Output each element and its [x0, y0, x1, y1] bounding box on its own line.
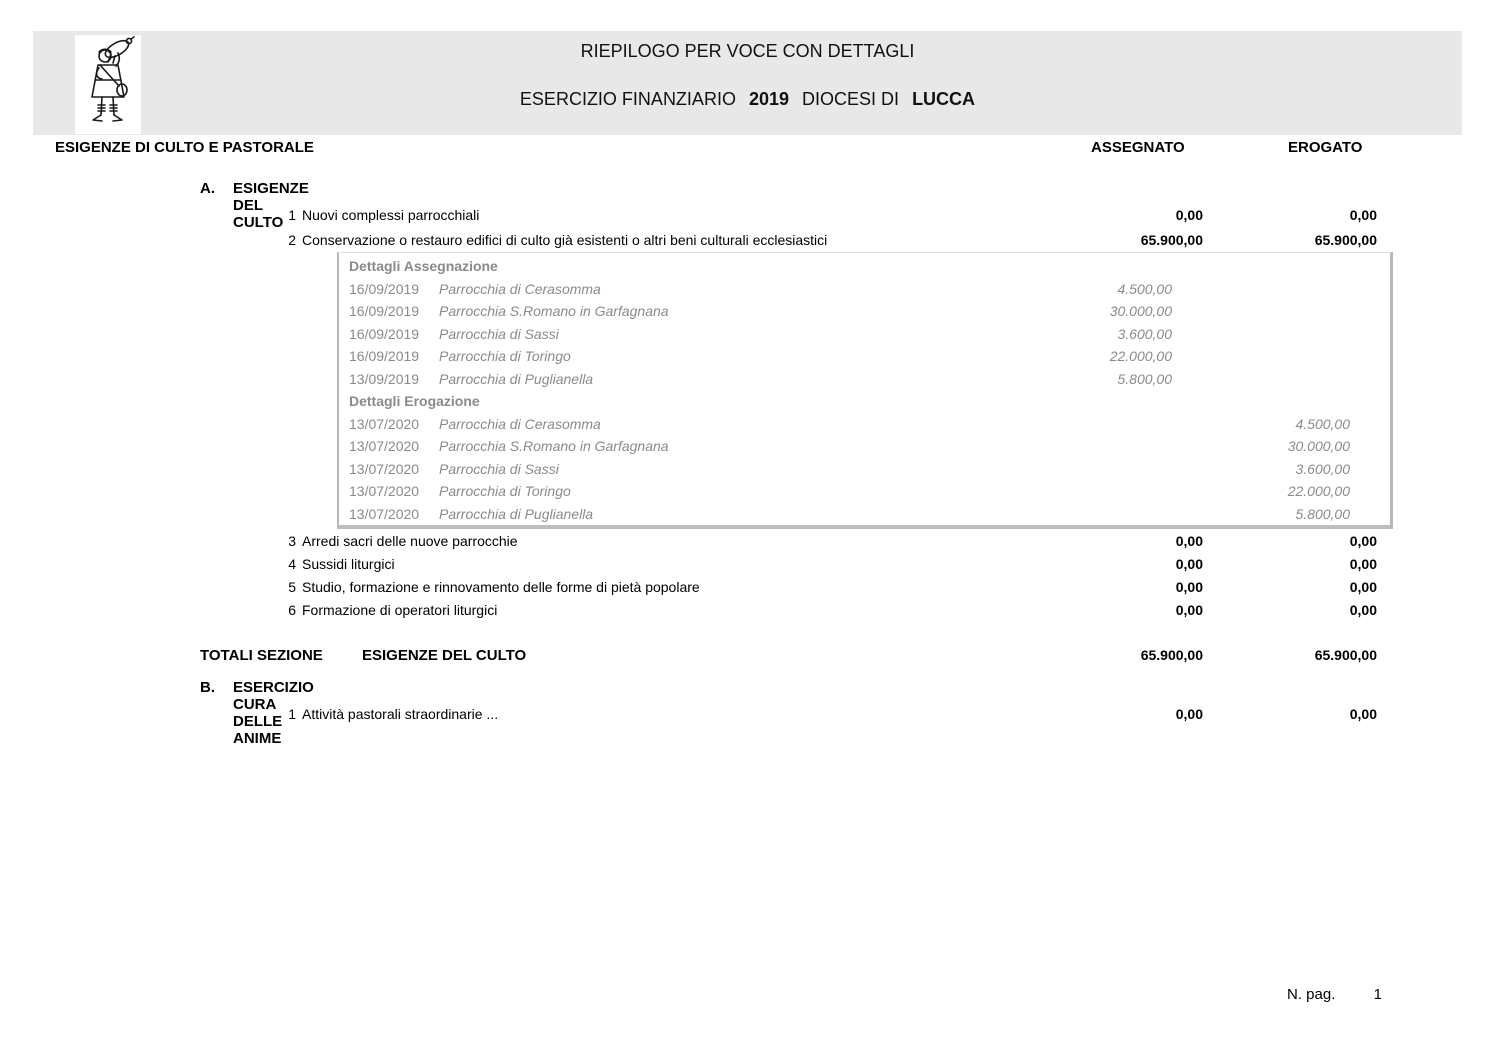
column-header-row	[0, 139, 1495, 157]
item-number: 6	[288, 602, 296, 618]
detail-parish: Parrocchia S.Romano in Garfagnana	[439, 438, 669, 454]
item-label: Formazione di operatori liturgici	[302, 602, 498, 618]
detail-date: 13/09/2019	[349, 370, 420, 387]
detail-erogato-amount: 30.000,00	[1287, 438, 1350, 454]
column-header-assegnato: ASSEGNATO	[1091, 139, 1185, 156]
detail-erogato-amount: 22.000,00	[1287, 483, 1350, 499]
item-erogato-value: 65.900,00	[1314, 232, 1377, 248]
detail-erogato-amount: 4.500,00	[1295, 415, 1350, 432]
detail-parish: Parrocchia di Sassi	[439, 460, 559, 477]
detail-parish: Parrocchia di Cerasomma	[439, 280, 601, 297]
detail-row	[349, 278, 1390, 301]
detail-assegnato-amount: 30.000,00	[1109, 303, 1172, 319]
item-row	[0, 602, 1495, 620]
detail-date: 13/07/2020	[349, 460, 420, 477]
totals-assegnato-value: 65.900,00	[1140, 647, 1203, 663]
diocese-name: LUCCA	[912, 89, 976, 109]
detail-row	[349, 503, 1390, 526]
item-number: 5	[288, 579, 296, 595]
detail-row	[349, 345, 1390, 368]
section-title: ESIGENZE DEL CULTO	[233, 180, 309, 231]
detail-row	[349, 435, 1390, 458]
item-label: Sussidi liturgici	[302, 556, 395, 572]
page-number-label: N. pag.	[1287, 986, 1336, 1003]
item-assegnato-value: 65.900,00	[1140, 232, 1203, 248]
detail-parish: Parrocchia di Puglianella	[439, 370, 594, 387]
item-assegnato-value: 0,00	[1175, 706, 1203, 722]
detail-date: 13/07/2020	[349, 438, 420, 454]
detail-row	[349, 458, 1390, 481]
item-erogato-value: 0,00	[1349, 706, 1377, 722]
detail-assegnato-amount: 3.600,00	[1117, 325, 1172, 342]
detail-assegnato-amount: 4.500,00	[1117, 280, 1172, 297]
item-assegnato-value: 0,00	[1175, 207, 1203, 223]
item-label: Attività pastorali straordinarie ...	[302, 706, 499, 722]
detail-date: 13/07/2020	[349, 483, 420, 499]
item-row	[0, 533, 1495, 551]
item-erogato-value: 0,00	[1349, 207, 1377, 223]
subtitle-mid: DIOCESI DI	[802, 89, 900, 109]
item-label: Arredi sacri delle nuove parrocchie	[302, 533, 518, 549]
details-assegnazione-heading: Dettagli Assegnazione	[349, 258, 498, 274]
details-erogazione-heading: Dettagli Erogazione	[349, 393, 480, 409]
item-number: 4	[288, 556, 296, 572]
totals-section-name: ESIGENZE DEL CULTO	[362, 647, 527, 664]
detail-row	[349, 413, 1390, 436]
item-number: 1	[288, 706, 296, 722]
page-number: 1	[1373, 986, 1382, 1003]
item-label: Nuovi complessi parrocchiali	[302, 207, 480, 223]
detail-erogato-amount: 3.600,00	[1295, 460, 1350, 477]
section-letter: B.	[200, 679, 215, 696]
detail-row	[349, 480, 1390, 503]
detail-row	[349, 323, 1390, 346]
item-erogato-value: 0,00	[1349, 602, 1377, 618]
page-footer	[0, 986, 1495, 1004]
detail-parish: Parrocchia S.Romano in Garfagnana	[439, 303, 669, 319]
report-subtitle	[0, 89, 1495, 110]
item-assegnato-value: 0,00	[1175, 556, 1203, 572]
detail-parish: Parrocchia di Puglianella	[439, 505, 594, 522]
detail-date: 16/09/2019	[349, 303, 420, 319]
detail-date: 13/07/2020	[349, 415, 420, 432]
item-erogato-value: 0,00	[1349, 533, 1377, 549]
detail-parish: Parrocchia di Toringo	[439, 483, 571, 499]
totals-erogato-value: 65.900,00	[1314, 647, 1377, 663]
item-assegnato-value: 0,00	[1175, 533, 1203, 549]
item-label: Conservazione o restauro edifici di culto già esistenti o altri beni culturali ecclesiastici	[302, 232, 828, 248]
item-row	[0, 706, 1495, 724]
item-row	[0, 232, 1495, 250]
subtitle-prefix: ESERCIZIO FINANZIARIO	[519, 89, 736, 109]
detail-assegnato-amount: 5.800,00	[1117, 370, 1172, 387]
detail-date: 16/09/2019	[349, 325, 420, 342]
fiscal-year: 2019	[748, 89, 790, 109]
detail-date: 16/09/2019	[349, 348, 420, 364]
item-row	[0, 207, 1495, 225]
macro-section-title: ESIGENZE DI CULTO E PASTORALE	[55, 139, 314, 156]
detail-erogato-amount: 5.800,00	[1295, 505, 1350, 522]
detail-date: 16/09/2019	[349, 280, 420, 297]
totals-label: TOTALI SEZIONE	[200, 647, 323, 664]
section-totals-row	[0, 647, 1495, 665]
column-header-erogato: EROGATO	[1288, 139, 1363, 156]
item-erogato-value: 0,00	[1349, 556, 1377, 572]
detail-row	[349, 368, 1390, 391]
item-erogato-value: 0,00	[1349, 579, 1377, 595]
detail-parish: Parrocchia di Cerasomma	[439, 415, 601, 432]
item-row	[0, 579, 1495, 597]
detail-row	[349, 300, 1390, 323]
detail-assegnato-amount: 22.000,00	[1109, 348, 1172, 364]
detail-parish: Parrocchia di Toringo	[439, 348, 571, 364]
item-number: 2	[288, 232, 296, 248]
item-row	[0, 556, 1495, 574]
item-label: Studio, formazione e rinnovamento delle forme di pietà popolare	[302, 579, 700, 595]
section-title: ESERCIZIO CURA DELLE ANIME	[233, 679, 314, 747]
section-letter: A.	[200, 180, 215, 197]
item-number: 3	[288, 533, 296, 549]
item-number: 1	[288, 207, 296, 223]
item-assegnato-value: 0,00	[1175, 602, 1203, 618]
detail-date: 13/07/2020	[349, 505, 420, 522]
item-assegnato-value: 0,00	[1175, 579, 1203, 595]
detail-parish: Parrocchia di Sassi	[439, 325, 559, 342]
details-box	[337, 252, 1393, 529]
report-title: RIEPILOGO PER VOCE CON DETTAGLI	[580, 41, 915, 61]
